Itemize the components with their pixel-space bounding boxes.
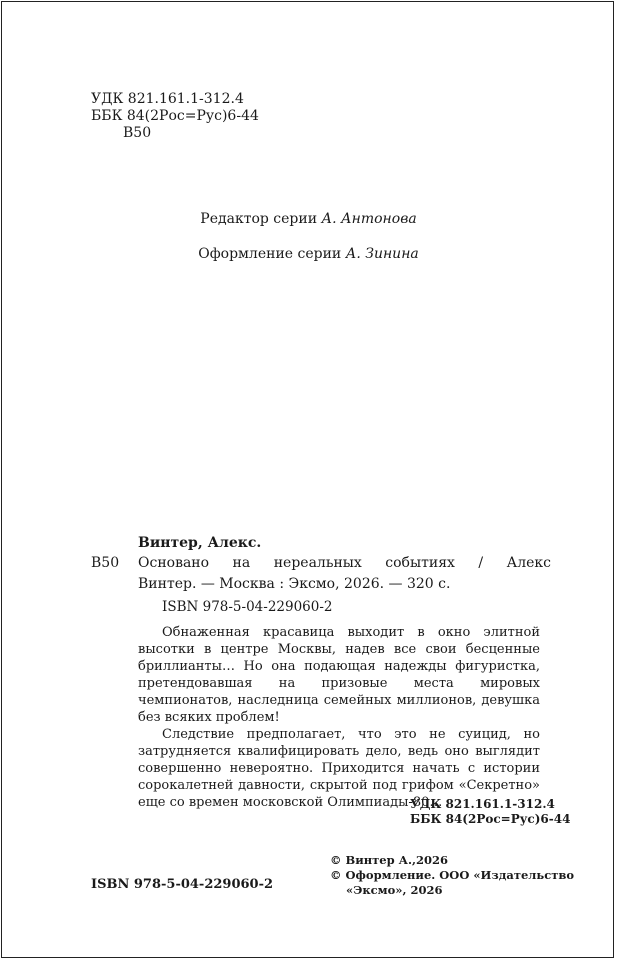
bottom-codes <box>410 797 570 827</box>
annotation-paragraph-1: Обнаженная красавица выходит в окно элитной высотки в центре Москвы, надев все свои бесценные бриллианты… Но она подающая надежды фигуристка, претендовавшая на призовые места мировых чемпионатов, наследница семейных миллионов, девушка без всяких проблем! <box>138 625 540 725</box>
record-author: Винтер, Алекс. <box>138 535 262 551</box>
copyright-design: © Оформление. ООО «Издательство <box>330 868 574 882</box>
record-title <box>138 553 551 595</box>
record-title-line1: Основано на нереальных событиях / Алекс <box>138 555 551 571</box>
copyright-block <box>330 853 574 898</box>
record-title-line2: Винтер. — Москва : Эксмо, 2026. — 320 с. <box>138 576 451 592</box>
annotation <box>138 624 540 811</box>
copyright-author: © Винтер А.,2026 <box>330 853 449 867</box>
bbk-code: ББК 84(2Рос=Рус)6-44 <box>91 108 259 124</box>
bottom-isbn: ISBN 978-5-04-229060-2 <box>91 877 274 892</box>
author-mark: В50 <box>123 125 152 141</box>
series-design <box>0 246 617 262</box>
record-author-mark: В50 <box>91 555 120 571</box>
series-design-name: А. Зинина <box>345 246 419 262</box>
series-editor <box>0 211 617 227</box>
series-editor-name: А. Антонова <box>321 211 417 227</box>
classification-codes <box>91 91 259 142</box>
record-isbn: ISBN 978-5-04-229060-2 <box>162 599 333 615</box>
udk-code: УДК 821.161.1-312.4 <box>91 91 244 107</box>
series-editor-label: Редактор серии <box>200 211 322 227</box>
bottom-bbk: ББК 84(2Рос=Рус)6-44 <box>410 812 571 826</box>
copyright-publisher: «Эксмо», 2026 <box>346 883 443 897</box>
annotation-paragraph-2: Следствие предполагает, что это не суицид, но затрудняется квалифицировать дело, ведь оно выглядит совершенно невероятно. Приходится начать с истории сорокалетней давности, скрытой под грифом «Секретно» еще со времен московской Олимпиады-80… <box>138 727 540 810</box>
series-design-label: Оформление серии <box>198 246 346 262</box>
bottom-udk: УДК 821.161.1-312.4 <box>410 797 555 811</box>
